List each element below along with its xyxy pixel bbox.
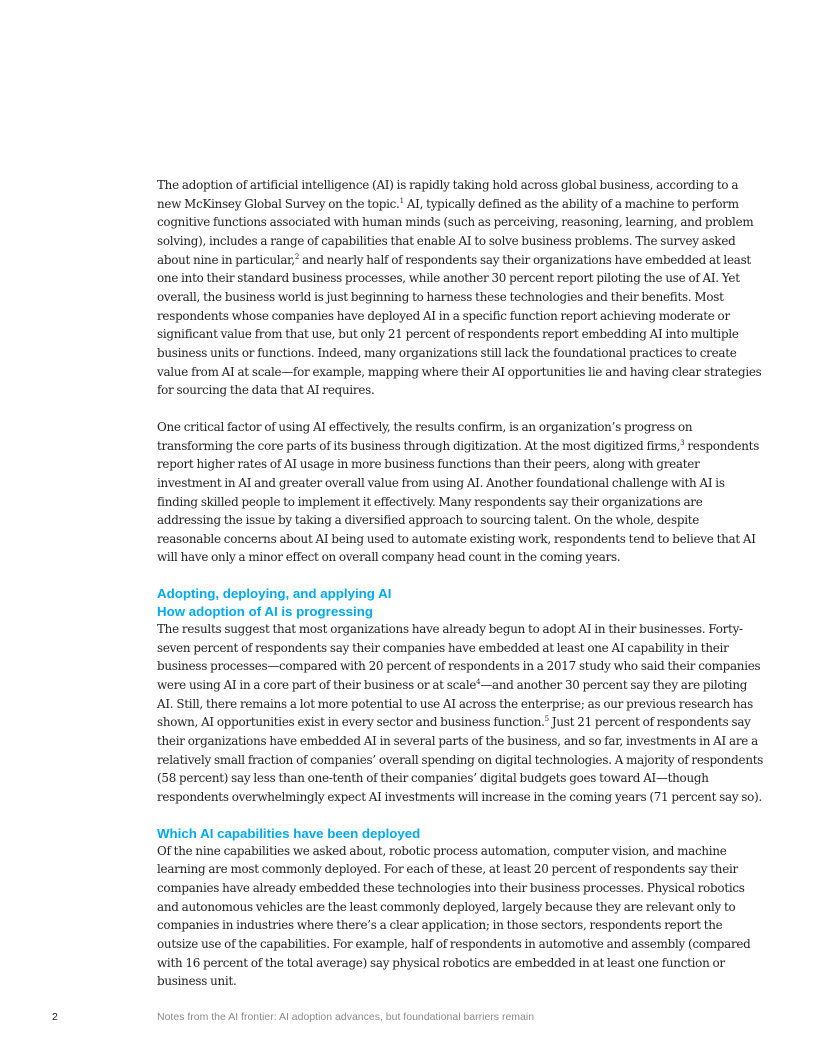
section-paragraph-adoption: The results suggest that most organizations have already begun to adopt AI in their businesses. Forty-seven percent of respondents say their companies have embedded at least one AI capability in their business processes—compared with 20 percent of respondents in a 2017 study who said their companies were using AI in a core part of their business or at scale$^4$—and another 30 percent say they are piloting AI. Still, there remains a lot more potential to use AI across the enterprise; as our previous research has shown, AI opportunities exist in every sector and business function.$^5$ Just 21 percent of respondents say their organizations have embedded AI in several parts of the business, and so far, investments in AI are a relatively small fraction of companies’ overall spending on digital technologies. A majority of respondents (58 percent) say less than one-tenth of their companies’ digital budgets goes toward AI—though respondents overwhelmingly expect AI investments will increase in the coming years (71 percent say so). xyxy=(157,622,764,805)
subsection-heading-capabilities: Which AI capabilities have been deployed xyxy=(157,825,421,841)
footnote-ref-2[interactable]: 2 xyxy=(294,252,300,261)
footnote-ref-3[interactable]: 3 xyxy=(680,438,685,447)
intro-paragraph-1: The adoption of artificial intelligence (AI) is rapidly taking hold across global business, according to a new McKinsey Global Survey on the topic.$^1$ AI, typically defined as the ability of a machine to perform cognitive functions associated with human minds (such as perceiving, reasoning, learning, and problem solving), includes a range of capabilities that enable AI to solve business problems. The survey asked about nine in particular,$^2$ and nearly half of respondents say their organizations have embedded at least one into their standard business processes, while another 30 percent report piloting the use of AI. Yet overall, the business world is just beginning to harness these technologies and their benefits. Most respondents whose companies have deployed AI in a specific function report achieving moderate or significant value from that use, but only 21 percent of respondents report embedding AI into multiple business units or functions. Indeed, many organizations still lack the foundational practices to create value from AI at scale—for example, mapping where their AI opportunities lie and having clear strategies for sourcing the data that AI requires. xyxy=(157,178,762,398)
intro-paragraph-2: One critical factor of using AI effectively, the results confirm, is an organization’s progress on transforming the core parts of its business through digitization. At the most digitized firms,$^3$ respondents report higher rates of AI usage in more business functions than their peers, along with greater investment in AI and greater overall value from using AI. Another foundational challenge with AI is finding skilled people to implement it effectively. Many respondents say their organizations are addressing the issue by taking a diversified approach to sourcing talent. On the whole, despite reasonable concerns about AI being used to automate existing work, respondents tend to believe that AI will have only a minor effect on overall company head count in the coming years. xyxy=(157,419,760,565)
running-footer-title: Notes from the AI frontier: AI adoption advances, but foundational barriers remain xyxy=(157,1011,535,1023)
page-number: 2 xyxy=(52,1011,58,1023)
footnote-ref-4[interactable]: 4 xyxy=(476,678,481,687)
footnote-ref-1[interactable]: 1 xyxy=(399,196,404,205)
footnote-ref-5[interactable]: 5 xyxy=(544,715,549,724)
section-heading: Adopting, deploying, and applying AI xyxy=(157,586,392,602)
section-paragraph-capabilities: Of the nine capabilities we asked about, robotic process automation, computer vision, and machine learning are most commonly deployed. For each of these, at least 20 percent of respondents say their companies have already embedded these technologies into their business processes. Physical robotics and autonomous vehicles are the least commonly deployed, largely because they are relevant only to companies in industries where there’s a clear application; in those sectors, respondents report the outsize use of the capabilities. For example, half of respondents in automotive and assembly (compared with 16 percent of the total average) say physical robotics are embedded in at least one function or business unit. xyxy=(157,843,751,989)
article-body xyxy=(157,176,765,991)
subsection-heading-adoption: How adoption of AI is progressing xyxy=(157,604,373,620)
